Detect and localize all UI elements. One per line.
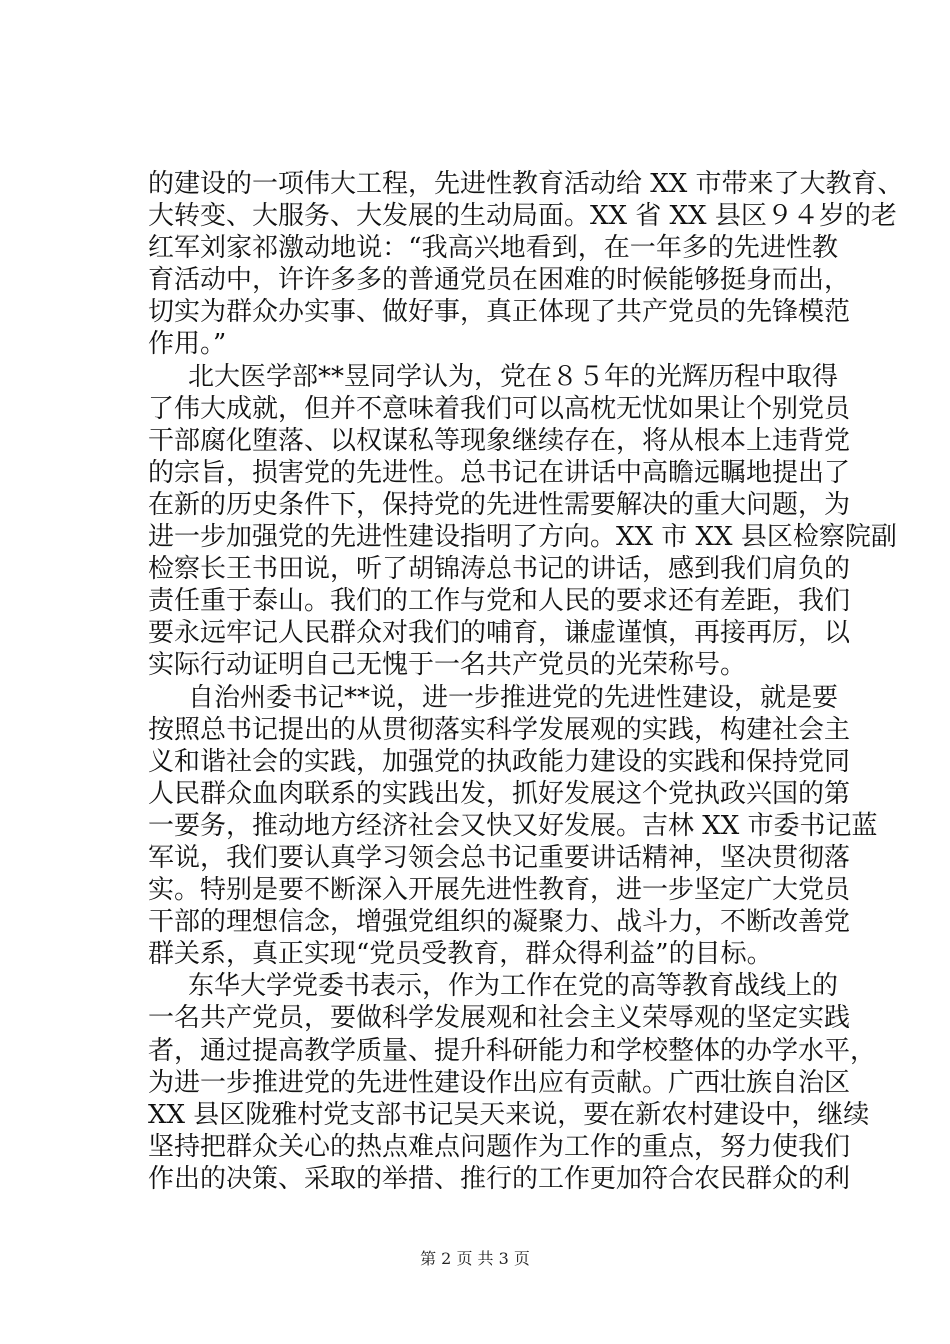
text-line: 了伟大成就，但并不意味着我们可以高枕无忧如果让个别党员 — [148, 393, 851, 424]
paragraph-start-line: 自治州委书记**说，进一步推进党的先进性建设，就是要 — [188, 682, 839, 713]
text-line: 育活动中，许许多多的普通党员在困难的时候能够挺身而出， — [148, 265, 851, 296]
text-line: 实际行动证明自己无愧于一名共产党员的光荣称号。 — [148, 650, 747, 681]
text-line: 一名共产党员，要做科学发展观和社会主义荣辱观的坚定实践 — [148, 1003, 851, 1034]
text-line: 进一步加强党的先进性建设指明了方向。XX 市 XX 县区检察院副 — [148, 522, 897, 553]
text-line: 责任重于泰山。我们的工作与党和人民的要求还有差距，我们 — [148, 586, 851, 617]
text-line: 大转变、大服务、大发展的生动局面。XX 省 XX 县区９４岁的老 — [148, 201, 897, 232]
text-line: 干部的理想信念，增强党组织的凝聚力、战斗力，不断改善党 — [148, 907, 851, 938]
text-line: 作出的决策、采取的举措、推行的工作更加符合农民群众的利 — [148, 1163, 851, 1194]
text-line: 者，通过提高教学质量、提升科研能力和学校整体的办学水平， — [148, 1035, 877, 1066]
text-line: 军说，我们要认真学习领会总书记重要讲话精神，坚决贯彻落 — [148, 842, 851, 873]
text-line: 义和谐社会的实践，加强党的执政能力建设的实践和保持党同 — [148, 746, 851, 777]
page-number-footer: 第 2 页 共 3 页 — [420, 1249, 530, 1268]
text-line: 按照总书记提出的从贯彻落实科学发展观的实践，构建社会主 — [148, 714, 851, 745]
text-line: 为进一步推进党的先进性建设作出应有贡献。广西壮族自治区 — [148, 1067, 851, 1098]
text-line: 在新的历史条件下，保持党的先进性需要解决的重大问题，为 — [148, 489, 851, 520]
text-line: 一要务，推动地方经济社会又快又好发展。吉林 XX 市委书记蓝 — [148, 810, 878, 841]
text-line: 的宗旨，损害党的先进性。总书记在讲话中高瞻远瞩地提出了 — [148, 457, 851, 488]
text-line: 要永远牢记人民群众对我们的哺育，谦虚谨慎，再接再厉，以 — [148, 618, 851, 649]
text-line: 检察长王书田说，听了胡锦涛总书记的讲话，感到我们肩负的 — [148, 554, 851, 585]
text-line: XX 县区陇雅村党支部书记吴天来说，要在新农村建设中，继续 — [148, 1099, 870, 1130]
paragraph-start-line: 北大医学部**昱同学认为，党在８５年的光辉历程中取得 — [188, 361, 839, 392]
text-line: 干部腐化堕落、以权谋私等现象继续存在，将从根本上违背党 — [148, 425, 851, 456]
body-text — [148, 168, 904, 1195]
text-line: 坚持把群众关心的热点难点问题作为工作的重点，努力使我们 — [148, 1131, 851, 1162]
text-line: 切实为群众办实事、做好事，真正体现了共产党员的先锋模范 — [148, 297, 851, 328]
text-line: 人民群众血肉联系的实践出发，抓好发展这个党执政兴国的第 — [148, 778, 851, 809]
text-line: 群关系，真正实现“党员受教育，群众得利益”的目标。 — [148, 939, 773, 970]
text-line: 红军刘家祁激动地说：“我高兴地看到，在一年多的先进性教 — [148, 233, 838, 264]
text-line: 的建设的一项伟大工程，先进性教育活动给 XX 市带来了大教育、 — [148, 169, 904, 199]
paragraph-start-line: 东华大学党委书表示，作为工作在党的高等教育战线上的 — [188, 971, 839, 1002]
text-line: 作用。” — [148, 329, 227, 360]
text-line: 实。特别是要不断深入开展先进性教育，进一步坚定广大党员 — [148, 875, 851, 906]
